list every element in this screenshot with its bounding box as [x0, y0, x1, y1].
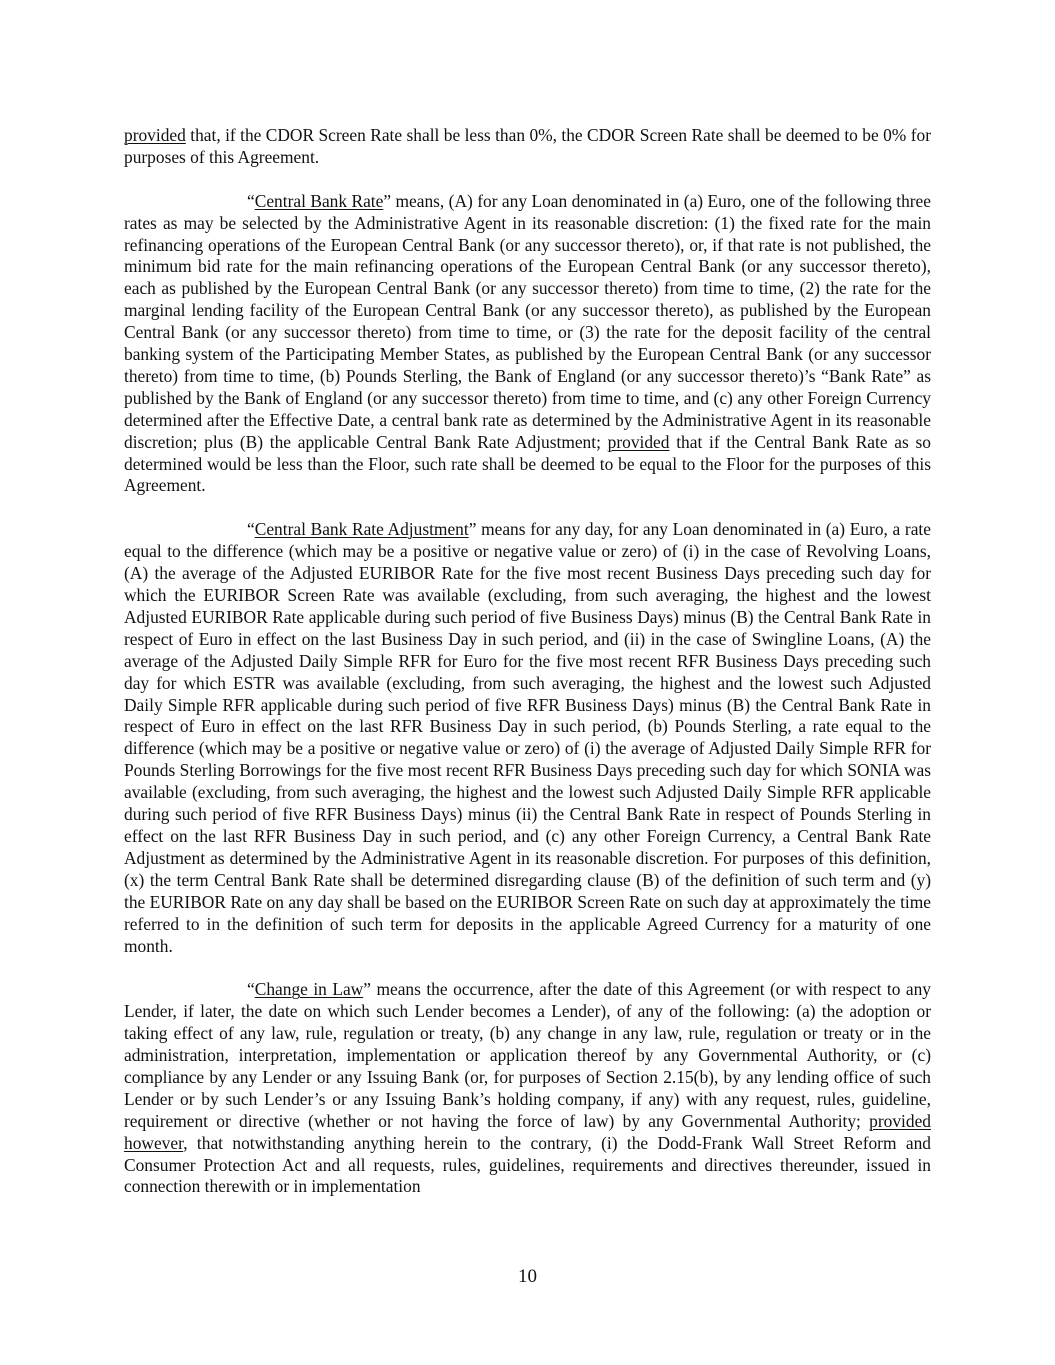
open-quote: “ [247, 979, 255, 1000]
defined-term: Central Bank Rate [254, 190, 384, 211]
text-run: ” means the occurrence, after the date of this Agreement (or with respect to any Lender, if later, the date on which such Lender becomes a Lender), of any of the following: (a) the adoption or taking effect of any law, rule, regulation or treaty, (b) any change in any law, rule, regulation or treaty or in the administration, interpretation, implementation or application thereof by any Governmental Authority, or (c) compliance by any Lender or any Issuing Bank (or, for purposes of Section 2.15(b), by any lending office of such Lender or by such Lender’s or any Issuing Bank’s holding company, if any) with any request, rules, guideline, requirement or directive (whether or not having the force of law) by any Governmental Authority; [124, 979, 931, 1131]
term-provided: provided [607, 431, 670, 452]
open-quote: “ [247, 519, 255, 540]
term-provided: provided [869, 1110, 931, 1131]
defined-term: Central Bank Rate Adjustment [254, 519, 469, 540]
text-run: ” means for any day, for any Loan denominated in (a) Euro, a rate equal to the difference (which may be a positive or negative value or zero) of (i) in the case of Revolving Loans, (A) the average of the Adjusted EURIBOR Rate for the five most recent Business Days preceding such day for which the EURIBOR Screen Rate was available (excluding, from such averaging, the highest and the lowest Adjusted EURIBOR Rate applicable during such period of five Business Days) minus (B) the Central Bank Rate in respect of Euro in effect on the last Business Day in such period, and (ii) in the case of Swingline Loans, (A) the average of the Adjusted Daily Simple RFR for Euro for the five most recent RFR Business Days preceding such day for which ESTR was available (excluding, from such averaging, the highest and the lowest such Adjusted Daily Simple RFR applicable during such period of five RFR Business Days) minus (B) the Central Bank Rate in respect of Euro in effect on the last RFR Business Day in such period, (b) Pounds Sterling, a rate equal to the difference (which may be a positive or negative value or zero) of (i) the average of Adjusted Daily Simple RFR for Pounds Sterling Borrowings for the five most recent RFR Business Days preceding such day for which SONIA was available (excluding, from such averaging, the highest and the lowest such Adjusted Daily Simple RFR applicable during such period of five RFR Business Days) minus (ii) the Central Bank Rate in respect of Pounds Sterling in effect on the last RFR Business Day in such period, and (c) any other Foreign Currency, a Central Bank Rate Adjustment as determined by the Administrative Agent in its reasonable discretion. For purposes of this definition, (x) the term Central Bank Rate shall be determined disregarding clause (B) of the definition of such term and (y) the EURIBOR Rate on any day shall be based on the EURIBOR Screen Rate on such day at approximately the time referred to in the definition of such term for deposits in the applicable Agreed Currency for a maturity of one month. [124, 519, 931, 956]
page-number: 10 [518, 1266, 537, 1287]
term-however: however [124, 1132, 184, 1153]
term-provided: provided [124, 125, 186, 145]
definition-central-bank-rate-adjustment [124, 519, 931, 957]
text-run: , that notwithstanding anything herein to the contrary, (i) the Dodd-Frank Wall Street Reform and Consumer Protection Act and all requests, rules, guidelines, requirements and directives thereunder, issued in connection therewith or in implementation [124, 1132, 931, 1197]
text-run: that, if the CDOR Screen Rate shall be less than 0%, the CDOR Screen Rate shall be deemed to be 0% for purposes of this Agreement. [124, 125, 931, 167]
paragraph-cdor-continuation [124, 125, 931, 169]
document-body [124, 125, 931, 1220]
text-run: ” means, (A) for any Loan denominated in (a) Euro, one of the following three rates as may be selected by the Administrative Agent in its reasonable discretion: (1) the fixed rate for the main refinancing operations of the European Central Bank (or any successor thereto), or, if that rate is not published, the minimum bid rate for the main refinancing operations of the European Central Bank (or any successor thereto), each as published by the European Central Bank (or any successor thereto) from time to time, (2) the rate for the marginal lending facility of the European Central Bank (or any successor thereto), as published by the European Central Bank (or any successor thereto) from time to time, or (3) the rate for the deposit facility of the central banking system of the Participating Member States, as published by the European Central Bank (or any successor thereto) from time to time, (b) Pounds Sterling, the Bank of England (or any successor thereto)’s “Bank Rate” as published by the Bank of England (or any successor thereto) from time to time, and (c) any other Foreign Currency determined after the Effective Date, a central bank rate as determined by the Administrative Agent in its reasonable discretion; plus (B) the applicable Central Bank Rate Adjustment; [124, 190, 931, 452]
open-quote: “ [247, 190, 255, 211]
definition-central-bank-rate [124, 191, 931, 498]
definition-change-in-law [124, 979, 931, 1198]
text-run: that if the Central Bank Rate as so determined would be less than the Floor, such rate shall be deemed to be equal to the Floor for the purposes of this Agreement. [124, 431, 931, 496]
defined-term: Change in Law [254, 979, 364, 1000]
